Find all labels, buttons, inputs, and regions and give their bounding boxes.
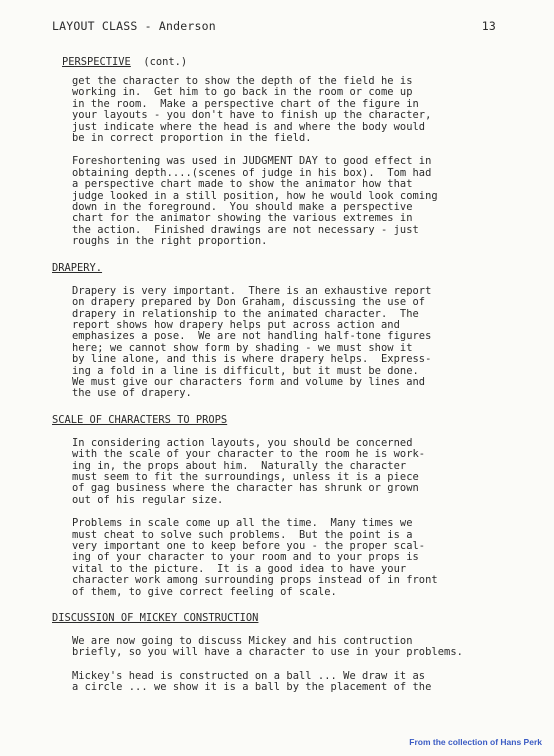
section-heading-mickey (52, 612, 502, 625)
document-title: LAYOUT CLASS - Anderson (52, 19, 216, 33)
perspective-heading-text: PERSPECTIVE (62, 56, 131, 68)
scale-paragraph-2: Problems in scale come up all the time. Many times we must cheat to solve such problems. But the point is a very important one to keep before you - the proper scal- ing of your character to your room and to your props is vital to the picture. It is a good idea to have your character work among surrounding props instead of in front of them, to give correct feeling of scale. (72, 517, 438, 598)
perspective-paragraph-2: Foreshortening was used in JUDGMENT DAY to good effect in obtaining depth....(scenes of judge in his box). Tom had a perspective chart made to show the animator how that judge looked in a still position, how he would look coming down in the foreground. You should make a perspective chart for the animator showing the various extremes in the action. Finished drawings are not necessary - just roughs in the right proportion. (72, 155, 438, 248)
collection-credit: From the collection of Hans Perk (409, 737, 542, 747)
mickey-paragraph-2: Mickey's head is constructed on a ball ... We draw it as a circle ... we show it is a ball by the placement of the (72, 669, 432, 694)
section-heading-scale (52, 414, 502, 427)
mickey-paragraph-1: We are now going to discuss Mickey and his contruction briefly, so you will have a character to use in your problems. (72, 635, 463, 659)
page-number: 13 (481, 19, 496, 33)
mickey-heading-text: DISCUSSION OF MICKEY CONSTRUCTION (52, 612, 259, 625)
page-header (52, 19, 496, 37)
scale-heading-text: SCALE OF CHARACTERS TO PROPS (52, 413, 228, 426)
section-heading-drapery (52, 262, 502, 275)
section-heading-perspective (62, 56, 502, 69)
perspective-paragraph-1: get the character to show the depth of the field he is working in. Get him to go back in the room or come up in the room. Make a perspective chart of the figure in your layouts - you don't have to finish up the character, just indicate where the head is and where the body would be in correct proportion in the field. (72, 75, 432, 145)
perspective-heading-suffix: (cont.) (130, 56, 188, 68)
drapery-paragraph-1: Drapery is very important. There is an exhaustive report on drapery prepared by Don Graham, discussing the use of drapery in relationship to the animated character. The report shows how drapery helps put across action and emphasizes a pose. We are not handling half-tone figures here; we cannot show form by shading - we must show it by line alone, and this is where drapery helps. Express- ing a fold in a line is difficult, but it must be done. We must give our characters form and volume by lines and the use of drapery. (72, 284, 432, 400)
drapery-heading-text: DRAPERY. (52, 261, 103, 274)
scale-paragraph-1: In considering action layouts, you should be concerned with the scale of your character to the room he is work- ing in, the props about him. Naturally the character must seem to fit the surroundings, unless it is a piece of gag business where the character has shrunk or grown out of his regular size. (72, 436, 426, 506)
document-body (52, 56, 502, 694)
